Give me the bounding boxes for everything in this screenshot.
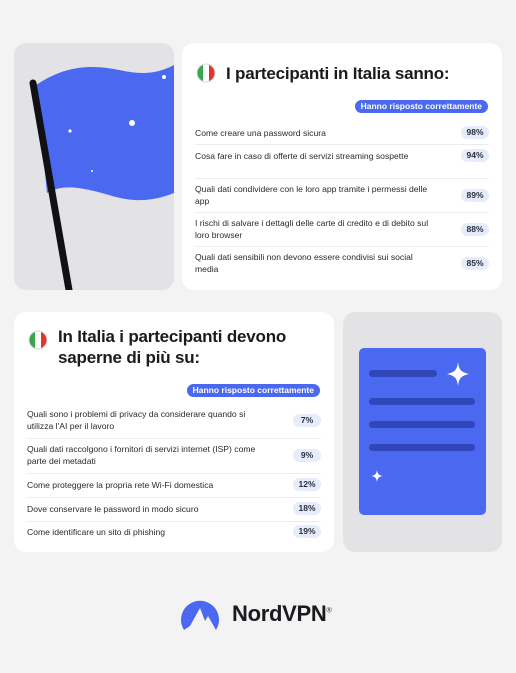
flag-illustration-panel [14, 43, 174, 290]
waving-flag-illustration [14, 43, 174, 290]
item-label: Quali sono i problemi di privacy da considerare quando si utilizza l'AI per il lavoro [27, 409, 246, 431]
percent-badge: 85% [461, 257, 489, 270]
divider [195, 212, 489, 213]
list-item [195, 251, 489, 275]
list-item [27, 443, 321, 467]
answered-correctly-badge: Hanno risposto correttamente [187, 384, 320, 397]
card-title: In Italia i partecipanti devono saperne di più su: [58, 327, 287, 367]
item-label: Dove conservare le password in modo sicuro [27, 503, 199, 514]
item-label: Cosa fare in caso di offerte di servizi streaming sospette [195, 150, 409, 161]
list-item [27, 478, 321, 491]
divider [27, 438, 321, 439]
item-label: Come proteggere la propria rete Wi-Fi domestica [27, 479, 214, 490]
percent-badge: 94% [461, 149, 489, 162]
list-item [27, 408, 321, 432]
percent-badge: 7% [293, 414, 321, 427]
item-label: Quali dati sensibili non devono essere condivisi sui social media [195, 252, 413, 274]
percent-badge: 12% [293, 478, 321, 491]
divider [27, 521, 321, 522]
item-label: Quali dati raccolgono i fornitori di servizi internet (ISP) come parte dei metadati [27, 444, 256, 466]
learn-topics-card [14, 312, 334, 552]
nordvpn-mountain-icon [178, 596, 222, 632]
document-sparkle-illustration [343, 312, 502, 552]
answered-correctly-badge: Hanno risposto correttamente [355, 100, 488, 113]
percent-badge: 19% [293, 525, 321, 538]
percent-badge: 88% [461, 223, 489, 236]
divider [27, 473, 321, 474]
item-label: Quali dati condividere con le loro app tramite i permessi delle app [195, 184, 428, 206]
list-item [195, 217, 489, 241]
list-item [27, 502, 321, 515]
percent-badge: 98% [461, 126, 489, 139]
list-item [195, 149, 489, 162]
divider [195, 144, 489, 145]
italy-flag-icon [196, 63, 216, 83]
card-title: I partecipanti in Italia sanno: [226, 64, 450, 83]
list-item [195, 126, 489, 139]
item-label: Come creare una password sicura [195, 127, 326, 138]
document-illustration-panel [343, 312, 502, 552]
divider [195, 178, 489, 179]
divider [195, 246, 489, 247]
item-label: I rischi di salvare i dettagli delle carte di credito e di debito sul loro browser [195, 218, 429, 240]
list-item [195, 183, 489, 207]
known-topics-card [182, 43, 502, 290]
nordvpn-logo [178, 596, 331, 632]
divider [27, 497, 321, 498]
brand-name: NordVPN [232, 601, 327, 626]
percent-badge: 9% [293, 449, 321, 462]
percent-badge: 18% [293, 502, 321, 515]
list-item [27, 525, 321, 538]
percent-badge: 89% [461, 189, 489, 202]
registered-mark: ® [326, 607, 332, 615]
italy-flag-icon [28, 330, 48, 350]
item-label: Come identificare un sito di phishing [27, 526, 166, 537]
